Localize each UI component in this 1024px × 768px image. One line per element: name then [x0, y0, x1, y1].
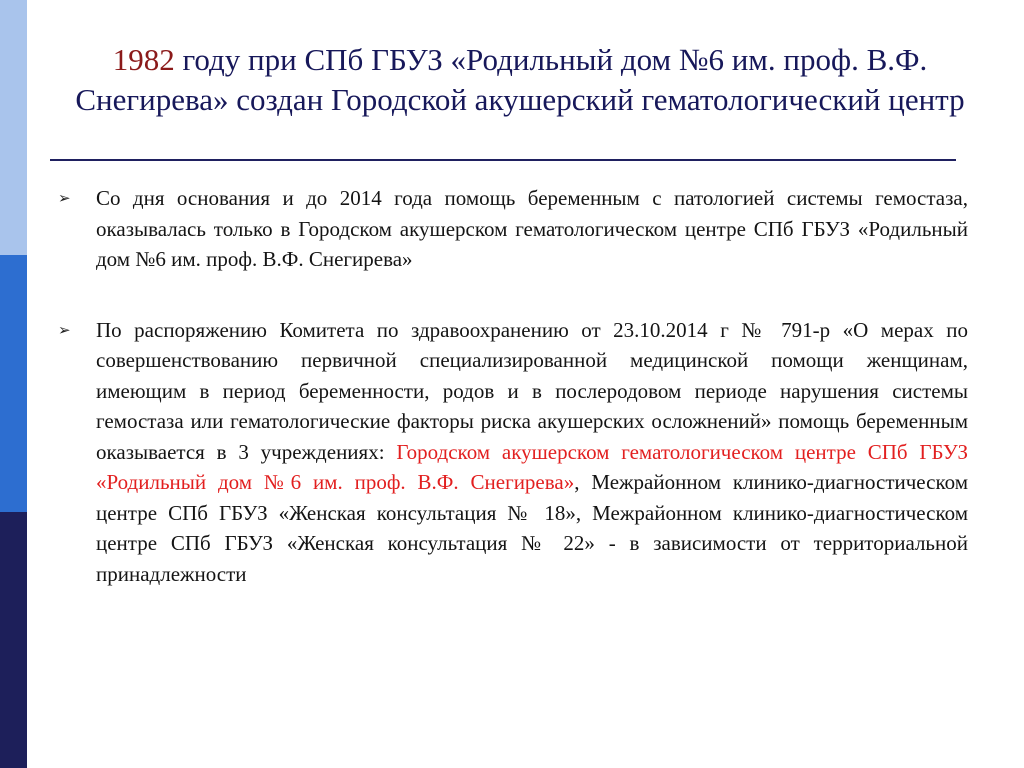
accent-bar-middle-segment: [0, 255, 27, 512]
bullet-list: [58, 183, 968, 589]
left-accent-bar: [0, 0, 27, 768]
arrow-bullet-icon: ➢: [58, 320, 71, 339]
bullet-item-order: [58, 315, 968, 590]
highlighted-institution: Городском акушерском гематологическом центре СПб ГБУЗ «Родильный дом №6 им. проф. В.Ф. Снегирева»: [96, 439, 968, 494]
title-text: году при СПб ГБУЗ «Родильный дом №6 им. проф. В.Ф. Снегирева» создан Городской акушерский гематологический центр: [75, 42, 965, 117]
title-year: 1982: [112, 42, 175, 77]
bullet-text: Со дня основания и до 2014 года помощь беременным с патологией системы гемостаза, оказывалась только в Городском акушерском гематологическом центре СПб ГБУЗ «Родильный дом №6 им. проф. В.Ф. Снегирева»: [96, 186, 968, 271]
accent-bar-bottom-segment: [0, 512, 27, 768]
title-underline: [50, 159, 956, 161]
slide-title: [50, 40, 990, 120]
bullet-text: По распоряжению Комитета по здравоохранению от 23.10.2014 г № 791-р «О мерах по совершенствованию первичной специализированной медицинской помощи женщинам, имеющим в период беременности, родов и в послеродовом периоде нарушения системы гемостаза или гематологические факторы риска акушерских осложнений» помощь беременным оказывается в 3 учреждениях:: [96, 317, 968, 464]
bullet-item-founding: [58, 183, 968, 275]
accent-bar-top-segment: [0, 0, 27, 255]
bullet-text-continued: , Межрайонном клинико-диагностическом центре СПб ГБУЗ «Женская консультация № 18», Межрайонном клинико-диагностическом центре СПб ГБУЗ «Женская консультация № 22» - в зависимости от территориальной принадлежности: [96, 470, 968, 586]
arrow-bullet-icon: ➢: [58, 189, 71, 207]
